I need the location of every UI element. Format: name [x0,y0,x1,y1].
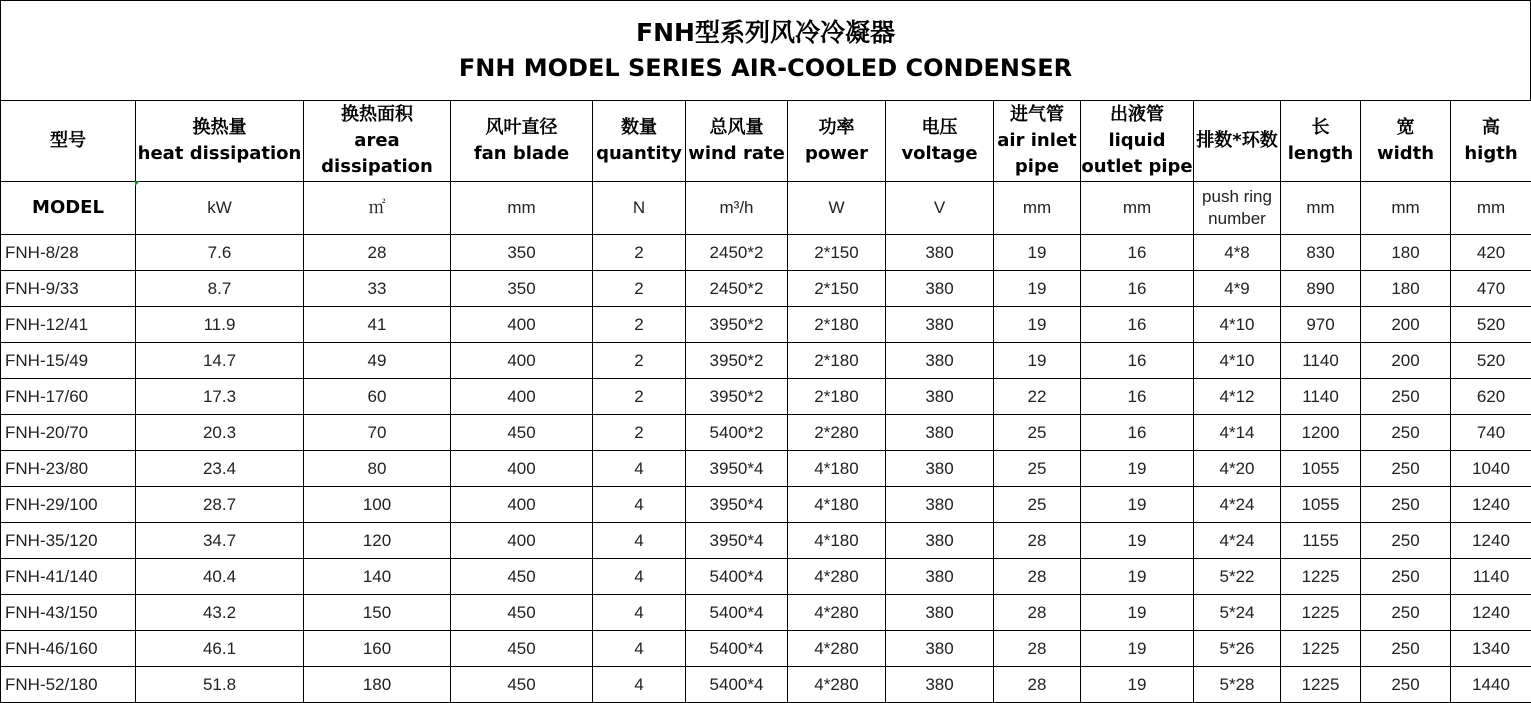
cell-heat-dissipation: 7.6 [136,235,304,271]
cell-liquid-outlet-pipe: 19 [1081,595,1194,631]
cell-area-dissipation: 100 [304,487,451,523]
cell-fan-blade: 400 [451,523,593,559]
cell-liquid-outlet-pipe: 19 [1081,487,1194,523]
cell-wind-rate: 5400*4 [686,595,788,631]
cell-rows-rings: 4*10 [1194,307,1281,343]
header-label-cn: 数量 [621,117,657,138]
header-width [1361,101,1451,182]
cell-quantity: 4 [593,451,686,487]
header-label-en: voltage [901,143,978,164]
cell-rows-rings: 4*24 [1194,487,1281,523]
cell-voltage: 380 [886,631,994,667]
header-label-cn: 风叶直径 [485,117,558,138]
cell-length: 890 [1281,271,1361,307]
cell-fan-blade: 400 [451,307,593,343]
cell-power: 4*180 [788,451,886,487]
cell-height: 1240 [1451,523,1531,559]
cell-quantity: 2 [593,415,686,451]
cell-heat-dissipation: 14.7 [136,343,304,379]
cell-length: 1225 [1281,595,1361,631]
cell-voltage: 380 [886,271,994,307]
cell-air-inlet-pipe: 25 [994,487,1081,523]
header-length [1281,101,1361,182]
cell-area-dissipation: 160 [304,631,451,667]
title-chinese: FNH型系列风冷冷凝器 [636,18,895,47]
cell-voltage: 380 [886,451,994,487]
cell-height: 1140 [1451,559,1531,595]
cell-power: 4*180 [788,523,886,559]
cell-rows-rings: 5*26 [1194,631,1281,667]
header-row [1,101,1531,182]
cell-model: FNH-29/100 [1,487,136,523]
spec-table [0,100,1531,703]
table-row [1,487,1531,523]
cell-width: 250 [1361,487,1451,523]
cell-power: 2*280 [788,415,886,451]
cell-voltage: 380 [886,415,994,451]
cell-heat-dissipation: 20.3 [136,415,304,451]
cell-width: 250 [1361,631,1451,667]
cell-model: FNH-52/180 [1,667,136,703]
cell-wind-rate: 5400*4 [686,667,788,703]
cell-power: 4*280 [788,559,886,595]
table-row [1,595,1531,631]
cell-air-inlet-pipe: 22 [994,379,1081,415]
header-label-en: liquid outlet pipe [1081,130,1193,177]
table-row [1,415,1531,451]
cell-wind-rate: 2450*2 [686,235,788,271]
cell-wind-rate: 3950*2 [686,307,788,343]
unit-area-dissipation: ㎡ [304,182,451,235]
unit-row [1,182,1531,235]
table-row [1,559,1531,595]
cell-model: FNH-9/33 [1,271,136,307]
cell-power: 2*180 [788,379,886,415]
cell-length: 1225 [1281,667,1361,703]
cell-model: FNH-35/120 [1,523,136,559]
cell-fan-blade: 400 [451,451,593,487]
cell-height: 1040 [1451,451,1531,487]
cell-rows-rings: 4*8 [1194,235,1281,271]
cell-width: 250 [1361,559,1451,595]
cell-heat-dissipation: 46.1 [136,631,304,667]
cell-width: 180 [1361,271,1451,307]
cell-heat-dissipation: 11.9 [136,307,304,343]
cell-rows-rings: 4*24 [1194,523,1281,559]
table-row [1,307,1531,343]
cell-length: 1225 [1281,631,1361,667]
cell-width: 250 [1361,451,1451,487]
cell-liquid-outlet-pipe: 16 [1081,307,1194,343]
cell-area-dissipation: 41 [304,307,451,343]
cell-air-inlet-pipe: 28 [994,667,1081,703]
cell-quantity: 2 [593,343,686,379]
header-quantity [593,101,686,182]
cell-voltage: 380 [886,487,994,523]
cell-wind-rate: 3950*4 [686,487,788,523]
cell-air-inlet-pipe: 28 [994,559,1081,595]
cell-model: FNH-43/150 [1,595,136,631]
cell-width: 250 [1361,379,1451,415]
cell-model: FNH-46/160 [1,631,136,667]
cell-rows-rings: 4*12 [1194,379,1281,415]
cell-quantity: 4 [593,595,686,631]
cell-air-inlet-pipe: 28 [994,595,1081,631]
cell-area-dissipation: 140 [304,559,451,595]
header-label-en: wind rate [688,143,785,164]
table-row [1,451,1531,487]
cell-quantity: 2 [593,379,686,415]
cell-length: 1225 [1281,559,1361,595]
unit-voltage: V [886,182,994,235]
cell-wind-rate: 3950*2 [686,343,788,379]
header-label-cn: 换热量 [192,117,247,138]
cell-quantity: 4 [593,559,686,595]
cell-rows-rings: 4*9 [1194,271,1281,307]
cell-voltage: 380 [886,559,994,595]
cell-rows-rings: 5*28 [1194,667,1281,703]
cell-liquid-outlet-pipe: 16 [1081,415,1194,451]
cell-air-inlet-pipe: 28 [994,523,1081,559]
cell-quantity: 4 [593,631,686,667]
cell-voltage: 380 [886,523,994,559]
cell-voltage: 380 [886,343,994,379]
cell-length: 830 [1281,235,1361,271]
cell-fan-blade: 450 [451,415,593,451]
cell-wind-rate: 2450*2 [686,271,788,307]
header-label-cn: 高 [1482,117,1500,138]
cell-fan-blade: 350 [451,271,593,307]
header-liquid-outlet-pipe [1081,101,1194,182]
cell-voltage: 380 [886,307,994,343]
cell-voltage: 380 [886,235,994,271]
cell-length: 1055 [1281,451,1361,487]
header-label-cn: 排数*环数 [1196,130,1278,151]
header-label-cn: 出液管 [1110,104,1164,125]
header-label-en: power [805,143,868,164]
cell-air-inlet-pipe: 19 [994,235,1081,271]
cell-quantity: 4 [593,523,686,559]
cell-air-inlet-pipe: 19 [994,271,1081,307]
header-label-cn: 宽 [1396,117,1415,138]
cell-heat-dissipation: 23.4 [136,451,304,487]
cell-quantity: 4 [593,487,686,523]
unit-width: mm [1361,182,1451,235]
cell-air-inlet-pipe: 19 [994,343,1081,379]
cell-voltage: 380 [886,595,994,631]
cell-width: 250 [1361,523,1451,559]
cell-air-inlet-pipe: 25 [994,451,1081,487]
cell-air-inlet-pipe: 25 [994,415,1081,451]
header-label-en: heat dissipation [137,143,302,164]
cell-length: 1200 [1281,415,1361,451]
table-row [1,343,1531,379]
cell-quantity: 2 [593,235,686,271]
header-label-en: quantity [596,143,682,164]
unit-model: MODEL [1,182,136,235]
header-label-en: width [1376,143,1435,164]
cell-height: 620 [1451,379,1531,415]
unit-power: W [788,182,886,235]
cell-area-dissipation: 60 [304,379,451,415]
cell-quantity: 2 [593,307,686,343]
unit-air-inlet-pipe: mm [994,182,1081,235]
cell-voltage: 380 [886,379,994,415]
cell-heat-dissipation: 17.3 [136,379,304,415]
cell-fan-blade: 450 [451,667,593,703]
cell-rows-rings: 4*14 [1194,415,1281,451]
cell-power: 4*280 [788,595,886,631]
cell-heat-dissipation: 40.4 [136,559,304,595]
header-label-en: higth [1464,143,1518,164]
cell-liquid-outlet-pipe: 19 [1081,631,1194,667]
cell-fan-blade: 350 [451,235,593,271]
cell-height: 520 [1451,307,1531,343]
header-label-cn: 换热面积 [341,104,413,125]
header-model [1,101,136,182]
header-label-cn: 长 [1311,117,1330,138]
cell-length: 1055 [1281,487,1361,523]
cell-power: 4*280 [788,631,886,667]
cell-fan-blade: 450 [451,595,593,631]
cell-fan-blade: 450 [451,631,593,667]
header-label-cn: 电压 [921,117,958,138]
cell-area-dissipation: 28 [304,235,451,271]
cell-length: 1140 [1281,343,1361,379]
cell-width: 200 [1361,307,1451,343]
cell-power: 4*180 [788,487,886,523]
cell-area-dissipation: 120 [304,523,451,559]
cell-rows-rings: 4*20 [1194,451,1281,487]
header-wind-rate [686,101,788,182]
cell-liquid-outlet-pipe: 16 [1081,235,1194,271]
cell-model: FNH-20/70 [1,415,136,451]
table-row [1,271,1531,307]
unit-heat-dissipation: kW [136,182,304,235]
cell-rows-rings: 5*24 [1194,595,1281,631]
cell-model: FNH-12/41 [1,307,136,343]
cell-width: 200 [1361,343,1451,379]
header-height [1451,101,1531,182]
cell-liquid-outlet-pipe: 16 [1081,271,1194,307]
cell-height: 470 [1451,271,1531,307]
header-label-cn: 总风量 [709,117,764,138]
cell-liquid-outlet-pipe: 19 [1081,523,1194,559]
header-voltage [886,101,994,182]
header-label-cn: 进气管 [1010,104,1064,125]
header-label-en: fan blade [473,143,570,164]
header-air-inlet-pipe [994,101,1081,182]
cell-length: 1155 [1281,523,1361,559]
cell-model: FNH-15/49 [1,343,136,379]
cell-rows-rings: 5*22 [1194,559,1281,595]
header-fan-blade [451,101,593,182]
cell-heat-dissipation: 8.7 [136,271,304,307]
cell-wind-rate: 5400*4 [686,631,788,667]
header-power [788,101,886,182]
unit-rows-rings: push ring number [1194,182,1281,235]
title-english: FNH MODEL SERIES AIR-COOLED CONDENSER [458,54,1073,82]
unit-fan-blade: mm [451,182,593,235]
cell-voltage: 380 [886,667,994,703]
cell-model: FNH-41/140 [1,559,136,595]
table-row [1,667,1531,703]
cell-power: 2*150 [788,271,886,307]
cell-area-dissipation: 70 [304,415,451,451]
cell-length: 1140 [1281,379,1361,415]
cell-height: 1240 [1451,595,1531,631]
cell-power: 2*180 [788,343,886,379]
header-area-dissipation [304,101,451,182]
header-rows-rings [1194,101,1281,182]
header-heat-dissipation [136,101,304,182]
cell-width: 180 [1361,235,1451,271]
cell-width: 250 [1361,667,1451,703]
cell-wind-rate: 3950*4 [686,451,788,487]
cell-height: 1340 [1451,631,1531,667]
cell-wind-rate: 5400*2 [686,415,788,451]
cell-fan-blade: 450 [451,559,593,595]
cell-wind-rate: 3950*4 [686,523,788,559]
header-label-en: area dissipation [321,130,433,177]
cell-wind-rate: 3950*2 [686,379,788,415]
cell-area-dissipation: 180 [304,667,451,703]
cell-height: 420 [1451,235,1531,271]
table-row [1,523,1531,559]
cell-model: FNH-23/80 [1,451,136,487]
cell-liquid-outlet-pipe: 19 [1081,667,1194,703]
cell-width: 250 [1361,595,1451,631]
header-label-en: air inlet pipe [997,130,1077,177]
cell-air-inlet-pipe: 28 [994,631,1081,667]
cell-height: 1440 [1451,667,1531,703]
table-row [1,235,1531,271]
unit-height: mm [1451,182,1531,235]
header-label-cn: 型号 [50,130,86,151]
cell-height: 520 [1451,343,1531,379]
cell-quantity: 4 [593,667,686,703]
unit-quantity: N [593,182,686,235]
cell-fan-blade: 400 [451,379,593,415]
spec-table-body [1,101,1531,703]
header-label-en: length [1287,143,1354,164]
cell-wind-rate: 5400*4 [686,559,788,595]
cell-comment-marker [135,181,140,186]
cell-quantity: 2 [593,271,686,307]
cell-heat-dissipation: 28.7 [136,487,304,523]
cell-width: 250 [1361,415,1451,451]
cell-heat-dissipation: 43.2 [136,595,304,631]
cell-rows-rings: 4*10 [1194,343,1281,379]
cell-liquid-outlet-pipe: 19 [1081,559,1194,595]
cell-heat-dissipation: 51.8 [136,667,304,703]
cell-model: FNH-17/60 [1,379,136,415]
cell-liquid-outlet-pipe: 16 [1081,343,1194,379]
cell-fan-blade: 400 [451,487,593,523]
cell-area-dissipation: 150 [304,595,451,631]
unit-liquid-outlet-pipe: mm [1081,182,1194,235]
header-label-cn: 功率 [818,117,855,138]
cell-heat-dissipation: 34.7 [136,523,304,559]
cell-model: FNH-8/28 [1,235,136,271]
cell-area-dissipation: 33 [304,271,451,307]
title-block [0,0,1531,101]
cell-length: 970 [1281,307,1361,343]
cell-area-dissipation: 49 [304,343,451,379]
cell-height: 1240 [1451,487,1531,523]
cell-liquid-outlet-pipe: 19 [1081,451,1194,487]
cell-area-dissipation: 80 [304,451,451,487]
cell-fan-blade: 400 [451,343,593,379]
cell-height: 740 [1451,415,1531,451]
unit-length: mm [1281,182,1361,235]
cell-power: 2*180 [788,307,886,343]
cell-liquid-outlet-pipe: 16 [1081,379,1194,415]
table-row [1,379,1531,415]
cell-power: 4*280 [788,667,886,703]
cell-power: 2*150 [788,235,886,271]
unit-wind-rate: m³/h [686,182,788,235]
table-row [1,631,1531,667]
cell-air-inlet-pipe: 19 [994,307,1081,343]
